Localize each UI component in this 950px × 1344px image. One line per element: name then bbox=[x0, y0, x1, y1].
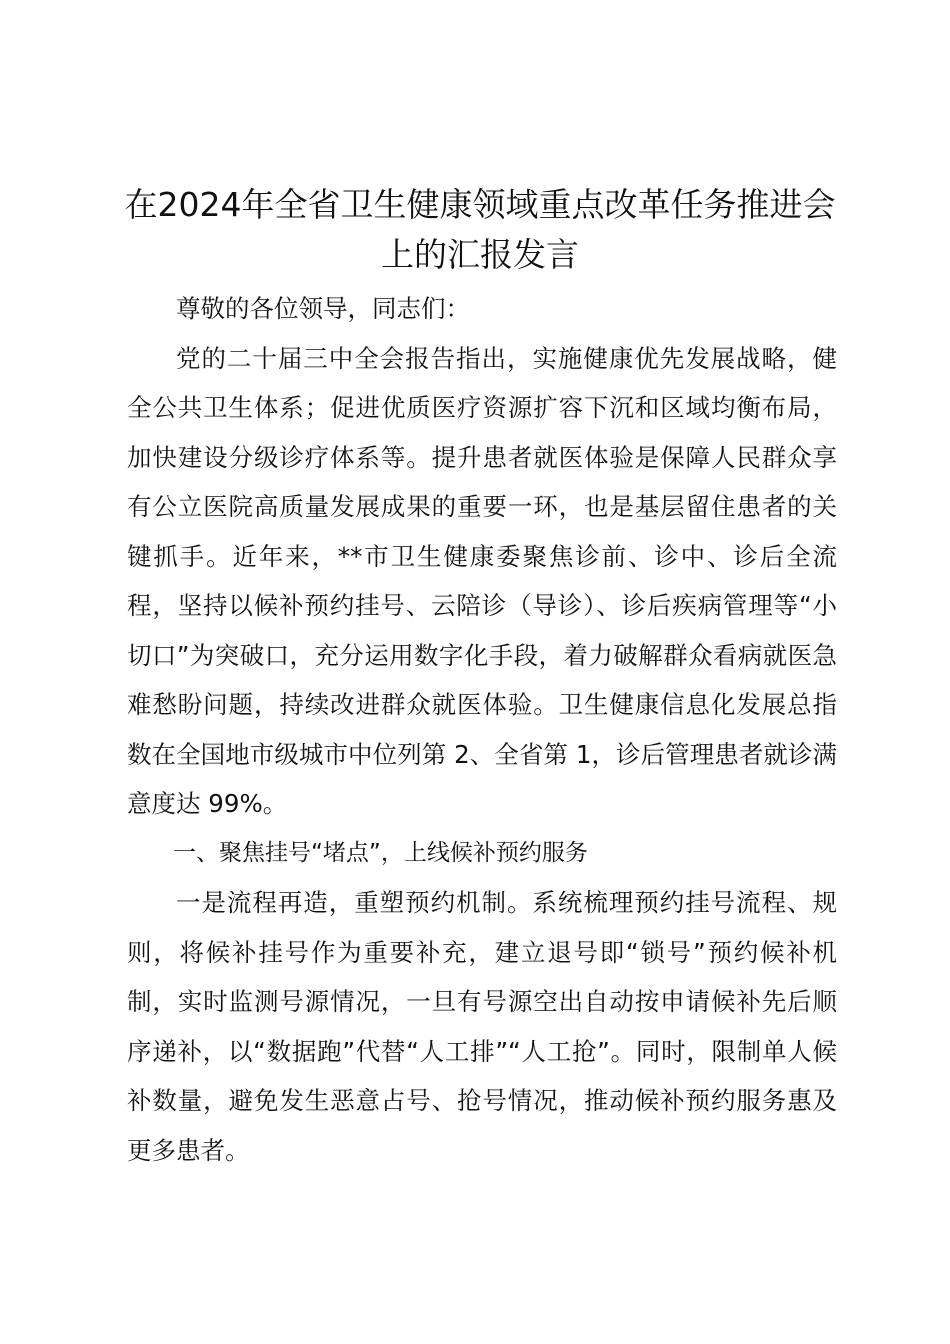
document-body bbox=[127, 284, 837, 1175]
salutation: 尊敬的各位领导，同志们： bbox=[176, 294, 470, 323]
paragraph-process: 一是流程再造，重塑预约机制。系统梳理预约挂号流程、规则，将候补挂号作为重要补充，建立退号即“锁号”预约候补机制，实时监测号源情况，一旦有号源空出自动按申请候补先后顺序递补，以“数据跑”代替“人工排”“人工抢”。同时，限制单人候补数量，避免发生恶意占号、抢号情况，推动候补预约服务惠及更多患者。 bbox=[127, 888, 837, 1165]
paragraph-intro: 党的二十届三中全会报告指出，实施健康优先发展战略，健全公共卫生体系；促进优质医疗资源扩容下沉和区域均衡布局，加快建设分级诊疗体系等。提升患者就医体验是保障人民群众享有公立医院高质量发展成果的重要一环，也是基层留住患者的关键抓手。近年来，**市卫生健康委聚焦诊前、诊中、诊后全流程，坚持以候补预约挂号、云陪诊（导诊）、诊后疾病管理等“小切口”为突破口，充分运用数字化手段，着力破解群众看病就医急难愁盼问题，持续改进群众就医体验。卫生健康信息化发展总指数在全国地市级城市中位列第 2、全省第 1，诊后管理患者就诊满意度达 99%。 bbox=[127, 343, 837, 818]
document-title: 在2024年全省卫生健康领域重点改革任务推进会上的汇报发言 bbox=[124, 185, 836, 274]
section-heading: 一、聚焦挂号“堵点”，上线候补预约服务 bbox=[173, 839, 588, 866]
